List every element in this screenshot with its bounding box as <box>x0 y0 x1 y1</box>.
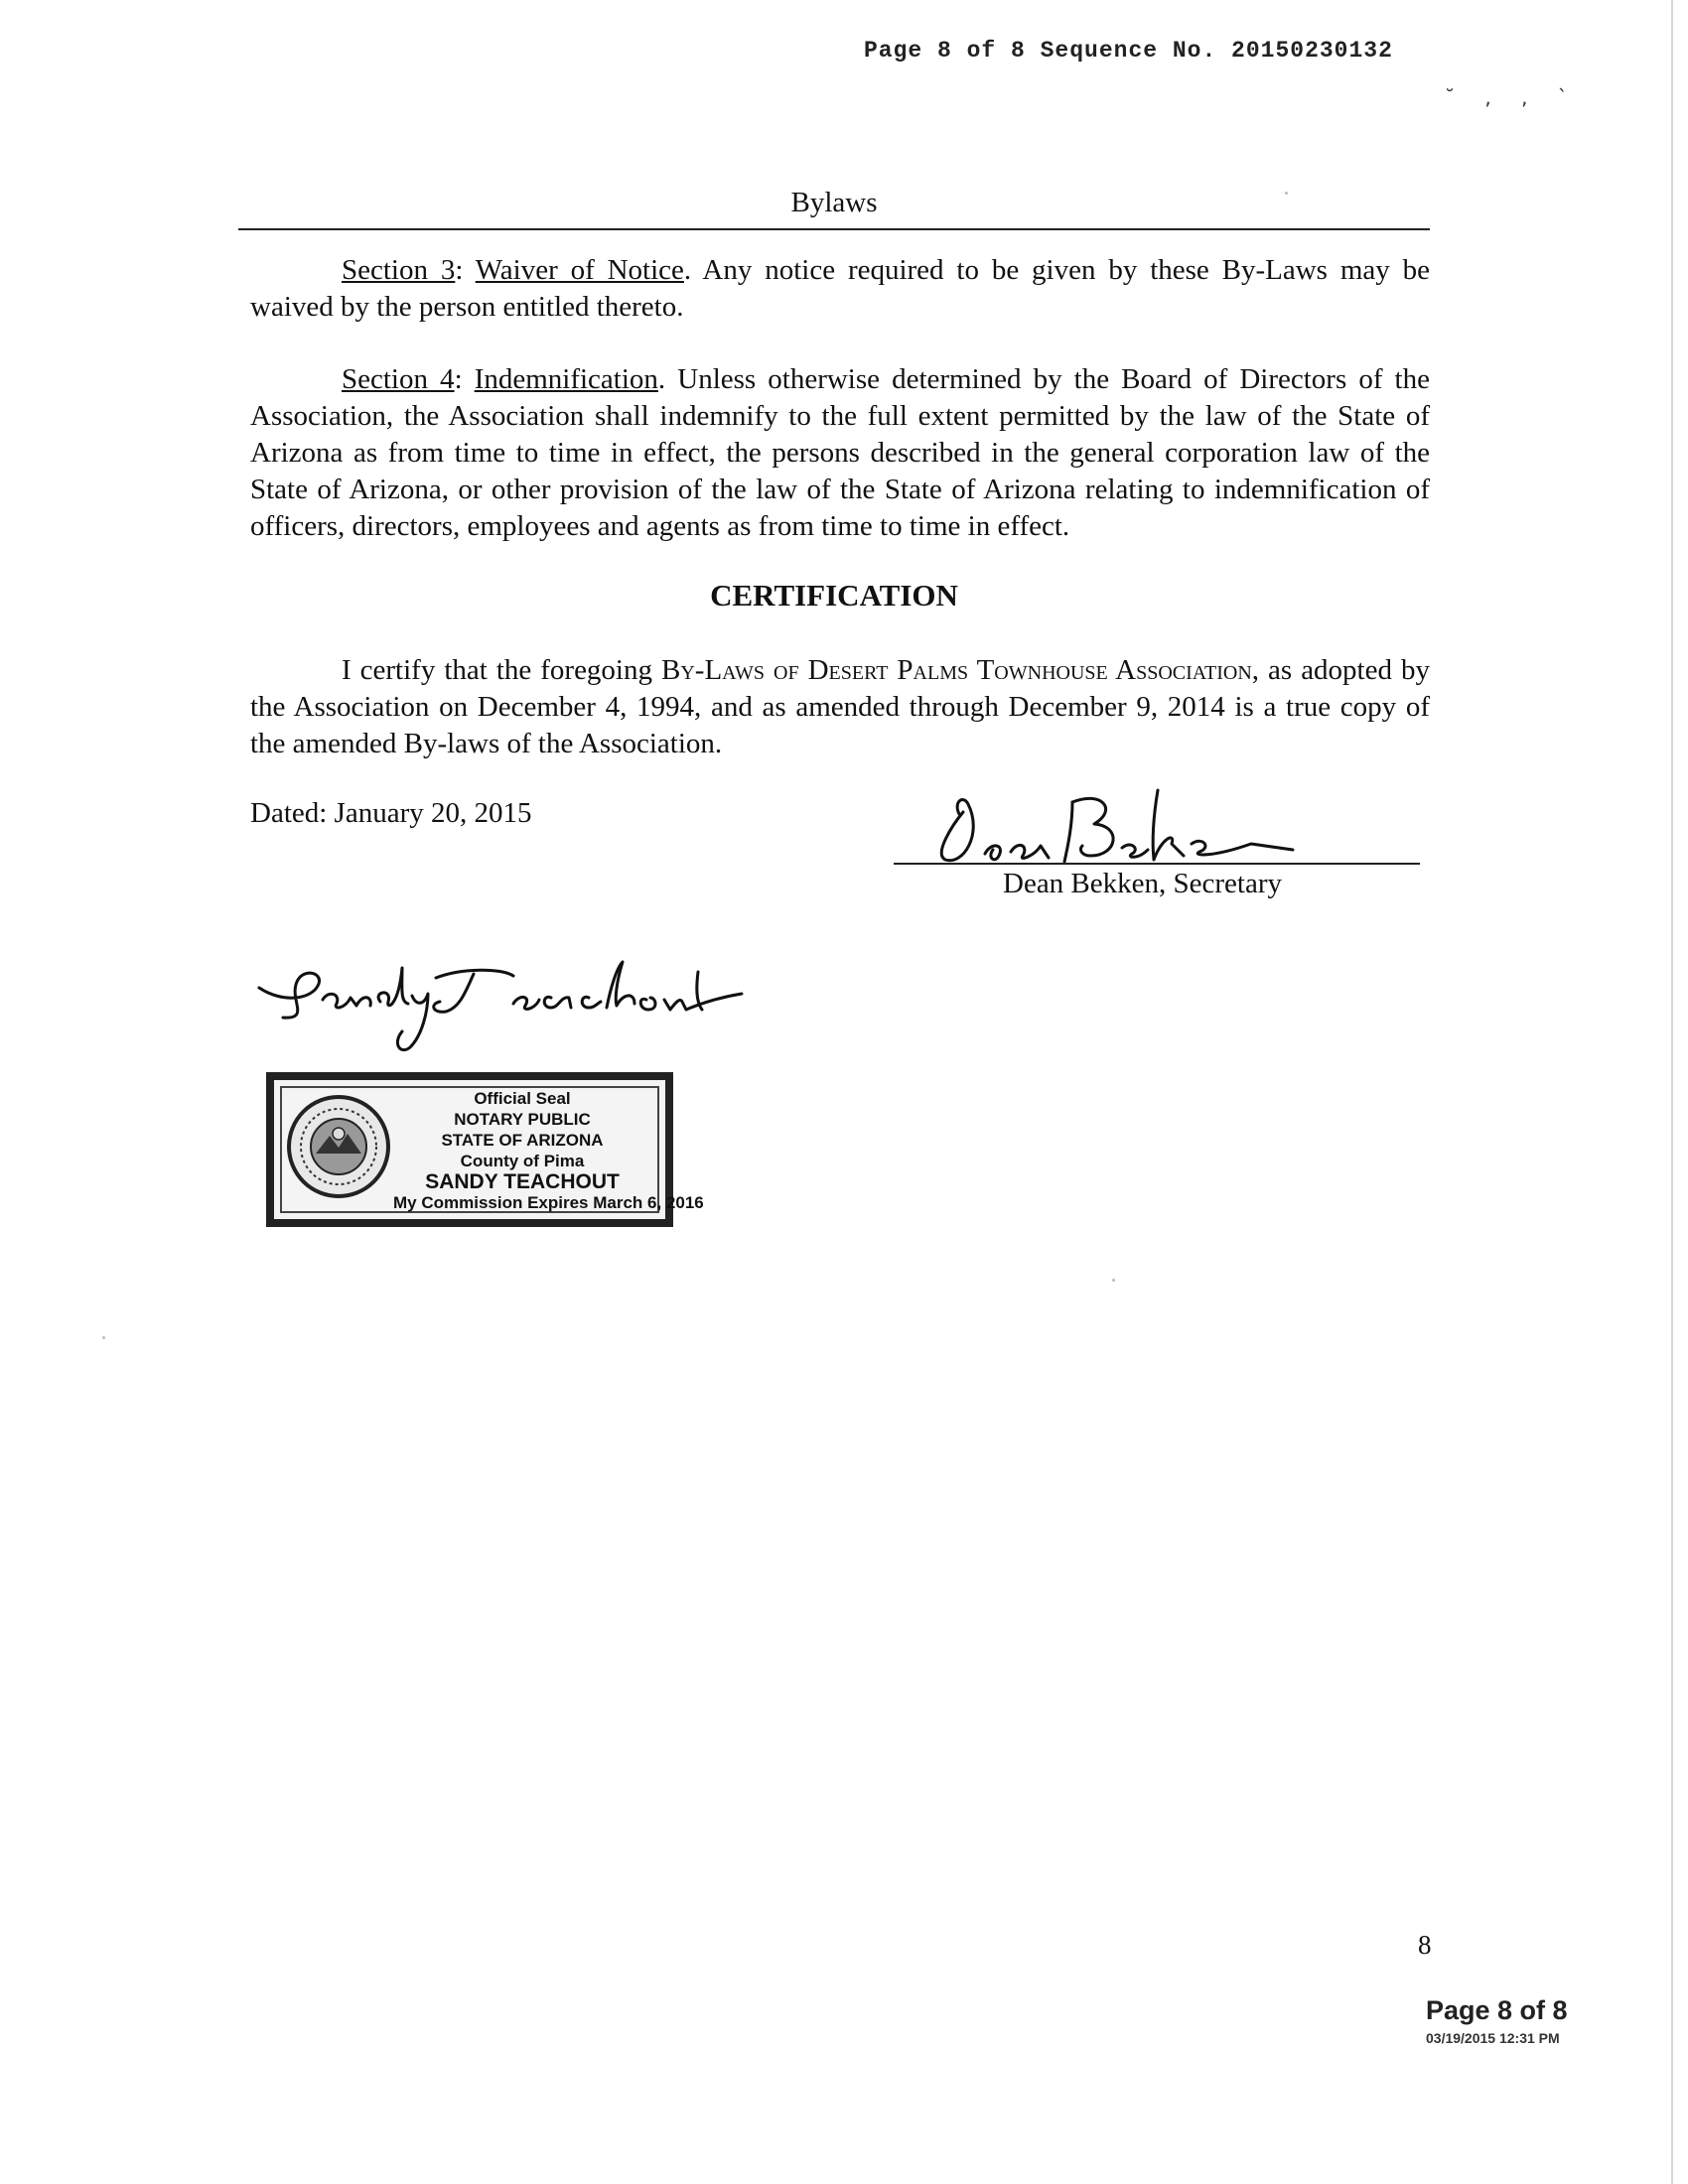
section-4-title: Indemnification <box>474 363 658 395</box>
stamp-line: SANDY TEACHOUT <box>425 1170 620 1193</box>
arizona-seal-icon <box>286 1094 391 1199</box>
stamp-line: NOTARY PUBLIC <box>454 1110 591 1129</box>
certification-text-before: I certify that the foregoing <box>342 654 661 686</box>
certification-heading: CERTIFICATION <box>710 578 958 613</box>
footer-page-count: Page 8 of 8 <box>1426 1995 1568 2025</box>
section-4-label: Section 4 <box>342 363 455 395</box>
section-3-paragraph <box>250 252 1430 326</box>
stamp-line: Official Seal <box>474 1089 571 1108</box>
section-4-colon: : <box>454 363 475 395</box>
notary-stamp <box>266 1072 704 1227</box>
sequence-header: Page 8 of 8 Sequence No. 20150230132 <box>864 38 1393 64</box>
certification-text-after: , as adopted by the Association on December 4, 1994, and as amended through December 9, 2014 is a true copy of the amended By-laws of the Association. <box>250 654 1430 759</box>
certification-paragraph <box>250 652 1430 762</box>
section-3-label: Section 3 <box>342 254 456 286</box>
scan-speck <box>1285 192 1288 195</box>
dated-line: Dated: January 20, 2015 <box>250 797 532 829</box>
page-number: 8 <box>1418 1930 1432 1960</box>
secretary-signature <box>923 784 1301 874</box>
scan-speck <box>1112 1279 1115 1282</box>
section-3-colon: : <box>455 254 476 286</box>
section-4-paragraph <box>250 361 1430 545</box>
header-rule <box>238 228 1430 230</box>
association-name: By-Laws of Desert Palms Townhouse Association <box>661 654 1252 686</box>
stamp-line: My Commission Expires March 6, 2016 <box>393 1193 704 1212</box>
section-3-text: . Any notice required to be given by these By-Laws may be waived by the person entitled thereto. <box>250 254 1430 323</box>
scan-speck <box>102 1336 105 1339</box>
section-4-text: . Unless otherwise determined by the Board of Directors of the Association, the Association shall indemnify to the full extent permitted by the law of the State of Arizona as from time to time in effect, the persons described in the general corporation law of the State of Arizona, or other provision of the law of the State of Arizona relating to indemnification of officers, directors, employees and agents as from time to time in effect. <box>250 363 1430 542</box>
running-head: Bylaws <box>790 187 878 218</box>
signatory-name: Dean Bekken, Secretary <box>1003 868 1283 899</box>
scan-marks: ˘ , , ` <box>1445 85 1580 109</box>
footer-timestamp: 03/19/2015 12:31 PM <box>1426 2030 1560 2046</box>
section-3-title: Waiver of Notice <box>475 254 684 286</box>
stamp-line: County of Pima <box>460 1152 585 1170</box>
stamp-line: STATE OF ARIZONA <box>441 1131 604 1150</box>
notary-stamp-text <box>393 1088 704 1213</box>
signature-line <box>894 863 1420 865</box>
notary-signature <box>253 948 770 1057</box>
page-edge-shadow <box>1671 0 1673 2184</box>
